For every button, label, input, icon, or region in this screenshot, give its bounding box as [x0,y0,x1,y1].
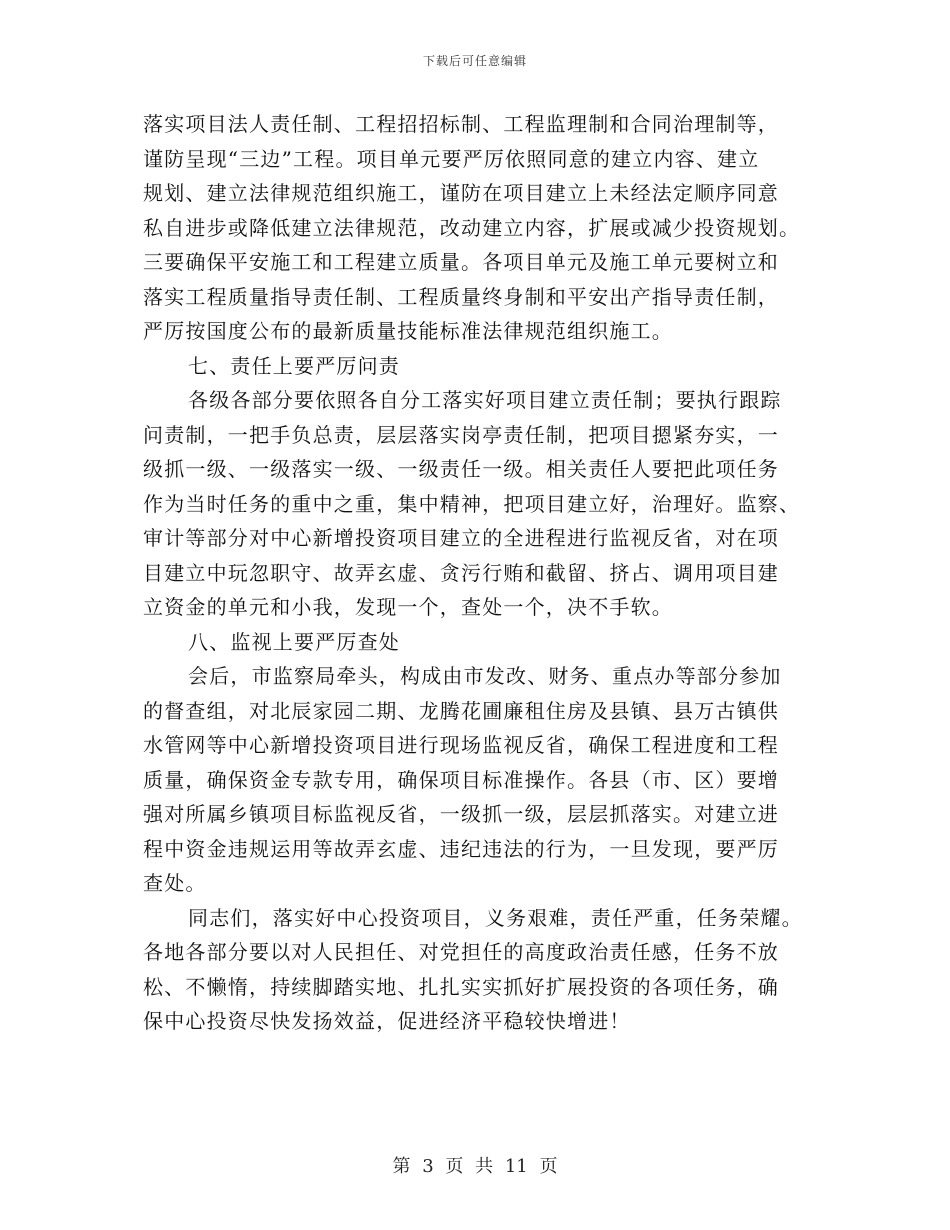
text-line: 松、不懒惰，持续脚踏实地、扎扎实实抓好扩展投资的各项任务，确 [143,974,779,999]
text-line: 问责制，一把手负总责，层层落实岗亭责任制，把项目摁紧夯实，一 [143,422,779,447]
text-line: 保中心投资尽快发扬效益，促进经济平稳较快增进！ [143,1009,631,1033]
text-line: 八、监视上要严厉查处 [188,629,400,654]
text-line: 作为当时任务的重中之重，集中精神，把项目建立好，治理好。监察、 [143,491,801,516]
page-header: 下载后可任意编辑 [422,54,527,68]
text-line: 级抓一级、一级落实一级、一级责任一级。相关责任人要把此项任务 [143,457,779,481]
text-line: 程中资金违规运用等故弄玄虚、违纪违法的行为，一旦发现，要严厉 [143,836,779,861]
text-line: 落实项目法人责任制、工程招招标制、工程监理制和合同治理制等， [143,112,779,136]
text-line: 查处。 [143,871,207,895]
text-line: 水管网等中心新增投资项目进行现场监视反省，确保工程进度和工程 [143,733,779,757]
text-line: 目建立中玩忽职守、故弄玄虚、贪污行贿和截留、挤占、调用项目建 [143,560,779,585]
text-line: 严厉按国度公布的最新质量技能标准法律规范组织施工。 [143,319,673,343]
text-line: 规划、建立法律规范组织施工，谨防在项目建立上未经法定顺序同意 [143,181,779,205]
text-line: 质量，确保资金专款专用，确保项目标准操作。各县（市、区）要增 [143,767,779,792]
text-line: 立资金的单元和小我，发现一个，查处一个，决不手软。 [143,595,673,619]
text-line: 强对所属乡镇项目标监视反省，一级抓一级，层层抓落实。对建立进 [143,802,779,826]
text-line: 谨防呈现“三边”工程。项目单元要严厉依照同意的建立内容、建立 [143,146,760,171]
text-line: 各级各部分要依照各自分工落实好项目建立责任制；要执行跟踪 [188,388,782,412]
page-number: 第 3 页 共 11 页 [392,1156,558,1177]
text-line: 落实工程质量指导责任制、工程质量终身制和平安出产指导责任制， [143,284,779,309]
text-line: 同志们，落实好中心投资项目，义务艰难，责任严重，任务荣耀。 [188,905,803,930]
document-body [143,107,808,1039]
text-line: 各地各部分要以对人民担任、对党担任的高度政治责任感，任务不放 [143,940,779,964]
text-line: 私自进步或降低建立法律规范，改动建立内容，扩展或减少投资规划。 [143,215,801,240]
text-line: 的督查组，对北辰家园二期、龙腾花圃廉租住房及县镇、县万古镇供 [143,698,779,723]
text-line: 七、责任上要严厉问责 [188,353,400,378]
text-line: 审计等部分对中心新增投资项目建立的全进程进行监视反省，对在项 [143,526,779,550]
text-line: 会后，市监察局牵头，构成由市发改、财务、重点办等部分参加 [188,664,782,688]
text-line: 三要确保平安施工和工程建立质量。各项目单元及施工单元要树立和 [143,250,779,274]
